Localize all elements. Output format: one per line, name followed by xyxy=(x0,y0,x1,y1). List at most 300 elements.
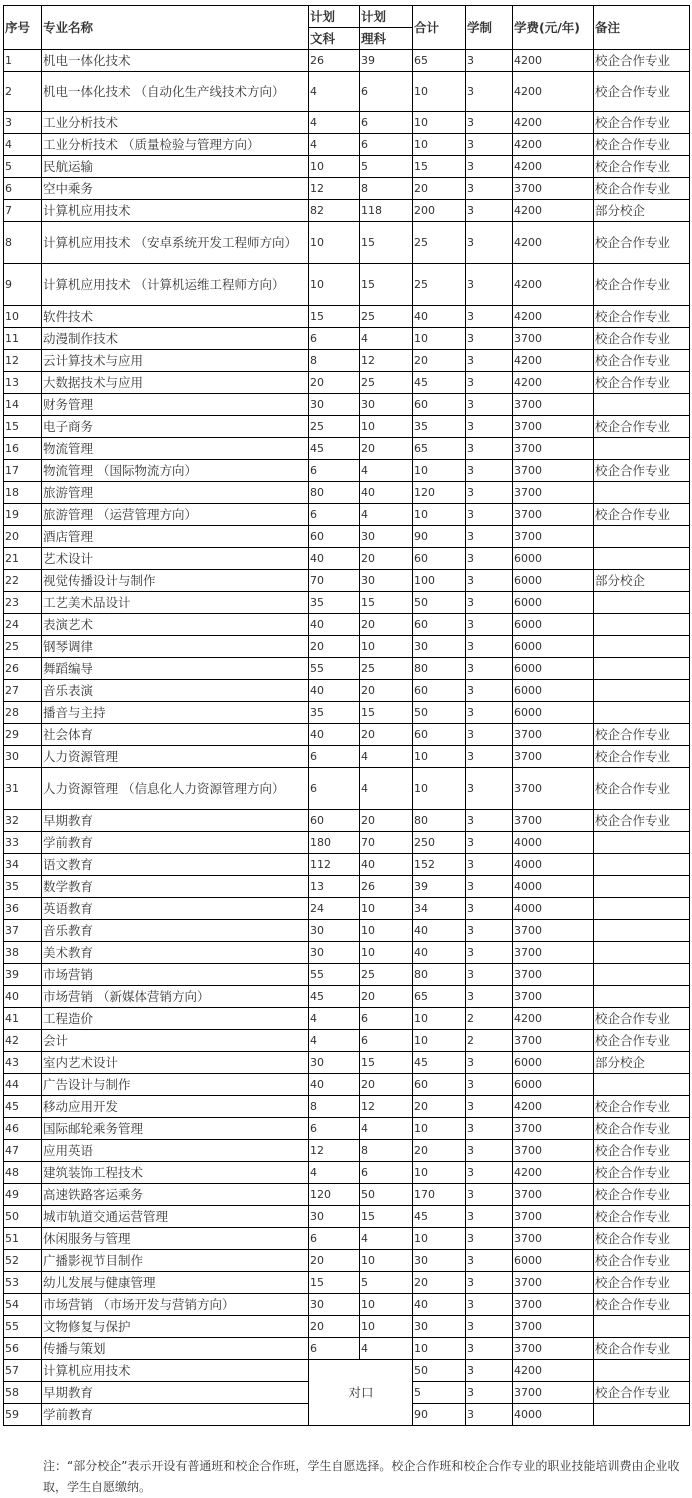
row-years: 3 xyxy=(466,1074,513,1096)
table-row xyxy=(4,1360,690,1382)
row-science-quota: 15 xyxy=(360,1206,413,1228)
row-seq: 22 xyxy=(4,570,42,592)
table-row xyxy=(4,1294,690,1316)
row-science-quota: 20 xyxy=(360,548,413,570)
row-arts-quota: 8 xyxy=(309,350,360,372)
row-fee: 3700 xyxy=(513,942,594,964)
row-arts-quota: 6 xyxy=(309,460,360,482)
row-total: 20 xyxy=(413,1140,466,1162)
table-row xyxy=(4,1030,690,1052)
row-seq: 32 xyxy=(4,810,42,832)
row-fee: 3700 xyxy=(513,482,594,504)
row-seq: 58 xyxy=(4,1382,42,1404)
row-fee: 6000 xyxy=(513,570,594,592)
row-seq: 7 xyxy=(4,200,42,222)
row-major-name: 舞蹈编导 xyxy=(42,658,309,680)
row-arts-quota: 6 xyxy=(309,1118,360,1140)
row-fee: 3700 xyxy=(513,768,594,810)
row-seq: 34 xyxy=(4,854,42,876)
header-seq: 序号 xyxy=(4,6,42,50)
row-major-name: 城市轨道交通运营管理 xyxy=(42,1206,309,1228)
row-seq: 51 xyxy=(4,1228,42,1250)
table-row xyxy=(4,1162,690,1184)
row-total: 60 xyxy=(413,680,466,702)
row-seq: 30 xyxy=(4,746,42,768)
row-total: 50 xyxy=(413,702,466,724)
row-fee: 3700 xyxy=(513,920,594,942)
header-plan: 计划 xyxy=(360,6,413,28)
row-science-quota: 15 xyxy=(360,264,413,306)
row-major-name: 艺术设计 xyxy=(42,548,309,570)
row-science-quota: 40 xyxy=(360,854,413,876)
row-total: 80 xyxy=(413,658,466,680)
row-arts-quota: 40 xyxy=(309,1074,360,1096)
row-years: 3 xyxy=(466,504,513,526)
row-total: 40 xyxy=(413,1294,466,1316)
row-science-quota: 25 xyxy=(360,372,413,394)
row-seq: 42 xyxy=(4,1030,42,1052)
row-years: 3 xyxy=(466,680,513,702)
row-science-quota: 10 xyxy=(360,1316,413,1338)
row-fee: 3700 xyxy=(513,504,594,526)
row-fee: 4200 xyxy=(513,264,594,306)
row-fee: 4000 xyxy=(513,1404,594,1426)
row-remark: 校企合作专业 xyxy=(594,460,690,482)
row-seq: 8 xyxy=(4,222,42,264)
row-science-quota: 8 xyxy=(360,178,413,200)
row-years: 3 xyxy=(466,810,513,832)
row-major-name: 旅游管理 （运营管理方向） xyxy=(42,504,309,526)
row-years: 3 xyxy=(466,1382,513,1404)
row-seq: 37 xyxy=(4,920,42,942)
row-major-name: 钢琴调律 xyxy=(42,636,309,658)
row-major-name: 建筑装饰工程技术 xyxy=(42,1162,309,1184)
row-seq: 45 xyxy=(4,1096,42,1118)
table-row xyxy=(4,1140,690,1162)
row-remark xyxy=(594,658,690,680)
row-years: 3 xyxy=(466,1294,513,1316)
row-seq: 44 xyxy=(4,1074,42,1096)
row-arts-quota: 30 xyxy=(309,1052,360,1074)
table-row xyxy=(4,964,690,986)
table-row xyxy=(4,1228,690,1250)
row-seq: 3 xyxy=(4,112,42,134)
row-arts-quota: 4 xyxy=(309,1162,360,1184)
row-seq: 21 xyxy=(4,548,42,570)
row-science-quota: 20 xyxy=(360,1074,413,1096)
row-science-quota: 15 xyxy=(360,592,413,614)
row-fee: 3700 xyxy=(513,178,594,200)
row-remark: 部分校企 xyxy=(594,570,690,592)
row-fee: 3700 xyxy=(513,1184,594,1206)
row-major-name: 英语教育 xyxy=(42,898,309,920)
row-fee: 4200 xyxy=(513,1360,594,1382)
row-seq: 57 xyxy=(4,1360,42,1382)
row-years: 3 xyxy=(466,592,513,614)
row-fee: 4000 xyxy=(513,898,594,920)
row-total: 90 xyxy=(413,526,466,548)
row-seq: 10 xyxy=(4,306,42,328)
row-major-name: 应用英语 xyxy=(42,1140,309,1162)
row-fee: 3700 xyxy=(513,1338,594,1360)
row-arts-quota: 4 xyxy=(309,134,360,156)
table-body xyxy=(4,50,690,1426)
row-science-quota: 20 xyxy=(360,810,413,832)
row-years: 3 xyxy=(466,986,513,1008)
row-total: 35 xyxy=(413,416,466,438)
row-total: 60 xyxy=(413,1074,466,1096)
row-fee: 3700 xyxy=(513,1140,594,1162)
table-header xyxy=(4,6,690,50)
row-major-name: 市场营销 （新媒体营销方向） xyxy=(42,986,309,1008)
row-years: 3 xyxy=(466,570,513,592)
row-seq: 28 xyxy=(4,702,42,724)
row-remark: 校企合作专业 xyxy=(594,1228,690,1250)
row-major-name: 物流管理 xyxy=(42,438,309,460)
row-major-name: 音乐教育 xyxy=(42,920,309,942)
row-seq: 18 xyxy=(4,482,42,504)
table-row xyxy=(4,416,690,438)
row-remark xyxy=(594,680,690,702)
row-arts-quota: 70 xyxy=(309,570,360,592)
row-total: 65 xyxy=(413,50,466,72)
row-science-quota: 15 xyxy=(360,1052,413,1074)
row-arts-quota: 112 xyxy=(309,854,360,876)
row-science-quota: 4 xyxy=(360,504,413,526)
row-major-name: 会计 xyxy=(42,1030,309,1052)
row-science-quota: 15 xyxy=(360,222,413,264)
row-arts-quota: 30 xyxy=(309,920,360,942)
row-years: 3 xyxy=(466,636,513,658)
row-arts-quota: 60 xyxy=(309,810,360,832)
row-science-quota: 4 xyxy=(360,1118,413,1140)
row-years: 3 xyxy=(466,264,513,306)
row-years: 3 xyxy=(466,898,513,920)
row-science-quota: 4 xyxy=(360,328,413,350)
row-major-name: 早期教育 xyxy=(42,810,309,832)
row-total: 100 xyxy=(413,570,466,592)
row-remark: 校企合作专业 xyxy=(594,1250,690,1272)
table-row xyxy=(4,854,690,876)
row-remark xyxy=(594,1074,690,1096)
row-years: 3 xyxy=(466,920,513,942)
row-major-name: 人力资源管理 xyxy=(42,746,309,768)
row-seq: 4 xyxy=(4,134,42,156)
row-years: 3 xyxy=(466,832,513,854)
row-years: 3 xyxy=(466,156,513,178)
row-total: 65 xyxy=(413,438,466,460)
table-row xyxy=(4,702,690,724)
row-arts-quota: 55 xyxy=(309,658,360,680)
row-total: 10 xyxy=(413,1008,466,1030)
row-total: 10 xyxy=(413,460,466,482)
row-fee: 4200 xyxy=(513,1008,594,1030)
row-remark xyxy=(594,876,690,898)
row-arts-quota: 13 xyxy=(309,876,360,898)
row-major-name: 文物修复与保护 xyxy=(42,1316,309,1338)
row-major-name: 工艺美术品设计 xyxy=(42,592,309,614)
table-row xyxy=(4,746,690,768)
row-fee: 6000 xyxy=(513,702,594,724)
row-seq: 17 xyxy=(4,460,42,482)
row-years: 3 xyxy=(466,746,513,768)
row-science-quota: 40 xyxy=(360,482,413,504)
row-total: 30 xyxy=(413,1250,466,1272)
row-major-name: 移动应用开发 xyxy=(42,1096,309,1118)
table-row xyxy=(4,1118,690,1140)
row-science-quota: 4 xyxy=(360,1338,413,1360)
row-remark xyxy=(594,1360,690,1382)
row-arts-quota: 6 xyxy=(309,768,360,810)
row-years: 3 xyxy=(466,1360,513,1382)
row-seq: 54 xyxy=(4,1294,42,1316)
table-row xyxy=(4,482,690,504)
table-row xyxy=(4,898,690,920)
row-fee: 4200 xyxy=(513,1096,594,1118)
row-remark: 校企合作专业 xyxy=(594,1030,690,1052)
header-total: 合计 xyxy=(413,6,466,50)
row-arts-quota: 60 xyxy=(309,526,360,548)
row-remark xyxy=(594,898,690,920)
header-major-name: 专业名称 xyxy=(42,6,309,50)
row-years: 3 xyxy=(466,460,513,482)
row-science-quota: 30 xyxy=(360,394,413,416)
table-row xyxy=(4,592,690,614)
row-fee: 3700 xyxy=(513,1228,594,1250)
row-remark xyxy=(594,394,690,416)
row-arts-quota: 20 xyxy=(309,1316,360,1338)
row-total: 45 xyxy=(413,372,466,394)
row-total: 40 xyxy=(413,306,466,328)
row-major-name: 广播影视节目制作 xyxy=(42,1250,309,1272)
row-total: 60 xyxy=(413,724,466,746)
row-seq: 38 xyxy=(4,942,42,964)
row-seq: 13 xyxy=(4,372,42,394)
row-arts-quota: 30 xyxy=(309,942,360,964)
row-arts-quota: 82 xyxy=(309,200,360,222)
row-remark: 校企合作专业 xyxy=(594,504,690,526)
row-arts-quota: 20 xyxy=(309,1250,360,1272)
row-fee: 3700 xyxy=(513,438,594,460)
row-science-quota: 30 xyxy=(360,570,413,592)
row-remark: 校企合作专业 xyxy=(594,1206,690,1228)
row-major-name: 国际邮轮乘务管理 xyxy=(42,1118,309,1140)
row-seq: 6 xyxy=(4,178,42,200)
row-remark: 校企合作专业 xyxy=(594,50,690,72)
row-fee: 3700 xyxy=(513,1272,594,1294)
row-major-name: 传播与策划 xyxy=(42,1338,309,1360)
row-years: 3 xyxy=(466,724,513,746)
row-years: 3 xyxy=(466,134,513,156)
row-total: 65 xyxy=(413,986,466,1008)
row-total: 10 xyxy=(413,72,466,112)
row-seq: 12 xyxy=(4,350,42,372)
row-fee: 4200 xyxy=(513,372,594,394)
row-remark: 校企合作专业 xyxy=(594,156,690,178)
row-fee: 4200 xyxy=(513,134,594,156)
row-arts-quota: 4 xyxy=(309,112,360,134)
row-seq: 15 xyxy=(4,416,42,438)
footnote: 注：“部分校企”表示开设有普通班和校企合作班，学生自愿选择。校企合作班和校企合作专业的职业技能培训费由企业收取，学生自愿缴纳。 xyxy=(43,1459,680,1494)
row-major-name: 幼儿发展与健康管理 xyxy=(42,1272,309,1294)
row-remark xyxy=(594,920,690,942)
row-seq: 56 xyxy=(4,1338,42,1360)
row-remark xyxy=(594,1404,690,1426)
row-total: 39 xyxy=(413,876,466,898)
row-fee: 3700 xyxy=(513,810,594,832)
row-total: 20 xyxy=(413,178,466,200)
row-science-quota: 5 xyxy=(360,1272,413,1294)
row-major-name: 休闲服务与管理 xyxy=(42,1228,309,1250)
row-remark: 校企合作专业 xyxy=(594,810,690,832)
row-remark xyxy=(594,702,690,724)
row-years: 3 xyxy=(466,394,513,416)
row-total: 10 xyxy=(413,1228,466,1250)
row-years: 3 xyxy=(466,50,513,72)
row-total: 25 xyxy=(413,264,466,306)
row-years: 3 xyxy=(466,1206,513,1228)
row-total: 34 xyxy=(413,898,466,920)
row-major-name: 市场营销 xyxy=(42,964,309,986)
table-row xyxy=(4,1250,690,1272)
row-years: 3 xyxy=(466,702,513,724)
row-major-name: 室内艺术设计 xyxy=(42,1052,309,1074)
header-science: 理科 xyxy=(360,28,413,50)
header-arts: 文科 xyxy=(309,28,360,50)
row-fee: 4200 xyxy=(513,200,594,222)
row-fee: 4000 xyxy=(513,832,594,854)
table-row xyxy=(4,1206,690,1228)
row-total: 60 xyxy=(413,614,466,636)
row-science-quota: 6 xyxy=(360,1008,413,1030)
row-major-name: 财务管理 xyxy=(42,394,309,416)
row-years: 3 xyxy=(466,942,513,964)
row-remark: 校企合作专业 xyxy=(594,416,690,438)
row-major-name: 民航运输 xyxy=(42,156,309,178)
row-years: 3 xyxy=(466,1338,513,1360)
row-major-name: 酒店管理 xyxy=(42,526,309,548)
row-years: 3 xyxy=(466,1272,513,1294)
row-arts-quota: 20 xyxy=(309,636,360,658)
row-major-name: 空中乘务 xyxy=(42,178,309,200)
row-seq: 35 xyxy=(4,876,42,898)
row-seq: 5 xyxy=(4,156,42,178)
row-fee: 6000 xyxy=(513,1074,594,1096)
row-arts-quota: 24 xyxy=(309,898,360,920)
row-fee: 4000 xyxy=(513,876,594,898)
row-total: 120 xyxy=(413,482,466,504)
row-science-quota: 8 xyxy=(360,1140,413,1162)
row-seq: 20 xyxy=(4,526,42,548)
row-years: 3 xyxy=(466,328,513,350)
row-seq: 1 xyxy=(4,50,42,72)
row-fee: 6000 xyxy=(513,548,594,570)
row-total: 50 xyxy=(413,1360,466,1382)
row-seq: 31 xyxy=(4,768,42,810)
table-row xyxy=(4,460,690,482)
row-total: 40 xyxy=(413,942,466,964)
row-science-quota: 25 xyxy=(360,306,413,328)
row-total: 20 xyxy=(413,1272,466,1294)
row-major-name: 物流管理 （国际物流方向） xyxy=(42,460,309,482)
row-remark: 校企合作专业 xyxy=(594,306,690,328)
row-science-quota: 25 xyxy=(360,964,413,986)
table-row xyxy=(4,1052,690,1074)
table-row xyxy=(4,1184,690,1206)
row-arts-quota: 120 xyxy=(309,1184,360,1206)
row-years: 3 xyxy=(466,350,513,372)
row-arts-quota: 35 xyxy=(309,592,360,614)
table-row xyxy=(4,72,690,112)
row-fee: 3700 xyxy=(513,1382,594,1404)
row-remark: 校企合作专业 xyxy=(594,264,690,306)
admission-plan-table xyxy=(3,5,690,1426)
row-remark: 校企合作专业 xyxy=(594,328,690,350)
row-arts-quota: 40 xyxy=(309,548,360,570)
table-row xyxy=(4,134,690,156)
table-row xyxy=(4,394,690,416)
row-fee: 4000 xyxy=(513,854,594,876)
row-seq: 29 xyxy=(4,724,42,746)
row-seq: 49 xyxy=(4,1184,42,1206)
row-total: 170 xyxy=(413,1184,466,1206)
row-arts-quota: 4 xyxy=(309,72,360,112)
row-total: 10 xyxy=(413,1162,466,1184)
row-years: 3 xyxy=(466,1228,513,1250)
row-major-name: 语文教育 xyxy=(42,854,309,876)
row-fee: 4200 xyxy=(513,50,594,72)
row-total: 10 xyxy=(413,1030,466,1052)
row-major-name: 机电一体化技术 xyxy=(42,50,309,72)
row-major-name: 人力资源管理 （信息化人力资源管理方向） xyxy=(42,768,309,810)
row-science-quota: 4 xyxy=(360,746,413,768)
row-science-quota: 12 xyxy=(360,1096,413,1118)
row-total: 10 xyxy=(413,134,466,156)
row-years: 3 xyxy=(466,178,513,200)
row-seq: 27 xyxy=(4,680,42,702)
row-arts-quota: 40 xyxy=(309,680,360,702)
row-remark xyxy=(594,832,690,854)
row-arts-quota: 26 xyxy=(309,50,360,72)
row-fee: 3700 xyxy=(513,1118,594,1140)
table-row xyxy=(4,920,690,942)
row-arts-quota: 10 xyxy=(309,222,360,264)
table-row xyxy=(4,504,690,526)
table-row xyxy=(4,876,690,898)
row-fee: 4200 xyxy=(513,1162,594,1184)
row-science-quota: 10 xyxy=(360,898,413,920)
row-seq: 33 xyxy=(4,832,42,854)
row-major-name: 表演艺术 xyxy=(42,614,309,636)
row-remark: 校企合作专业 xyxy=(594,1184,690,1206)
row-fee: 4200 xyxy=(513,350,594,372)
row-years: 3 xyxy=(466,1404,513,1426)
row-remark: 校企合作专业 xyxy=(594,1294,690,1316)
row-science-quota: 118 xyxy=(360,200,413,222)
row-years: 3 xyxy=(466,1118,513,1140)
row-years: 2 xyxy=(466,1008,513,1030)
row-science-quota: 10 xyxy=(360,1250,413,1272)
row-years: 3 xyxy=(466,876,513,898)
row-seq: 24 xyxy=(4,614,42,636)
row-fee: 3700 xyxy=(513,1316,594,1338)
row-arts-quota: 6 xyxy=(309,746,360,768)
row-seq: 53 xyxy=(4,1272,42,1294)
row-fee: 3700 xyxy=(513,1030,594,1052)
row-total: 10 xyxy=(413,328,466,350)
duikou-merged-cell: 对口 xyxy=(309,1360,413,1426)
row-total: 60 xyxy=(413,394,466,416)
